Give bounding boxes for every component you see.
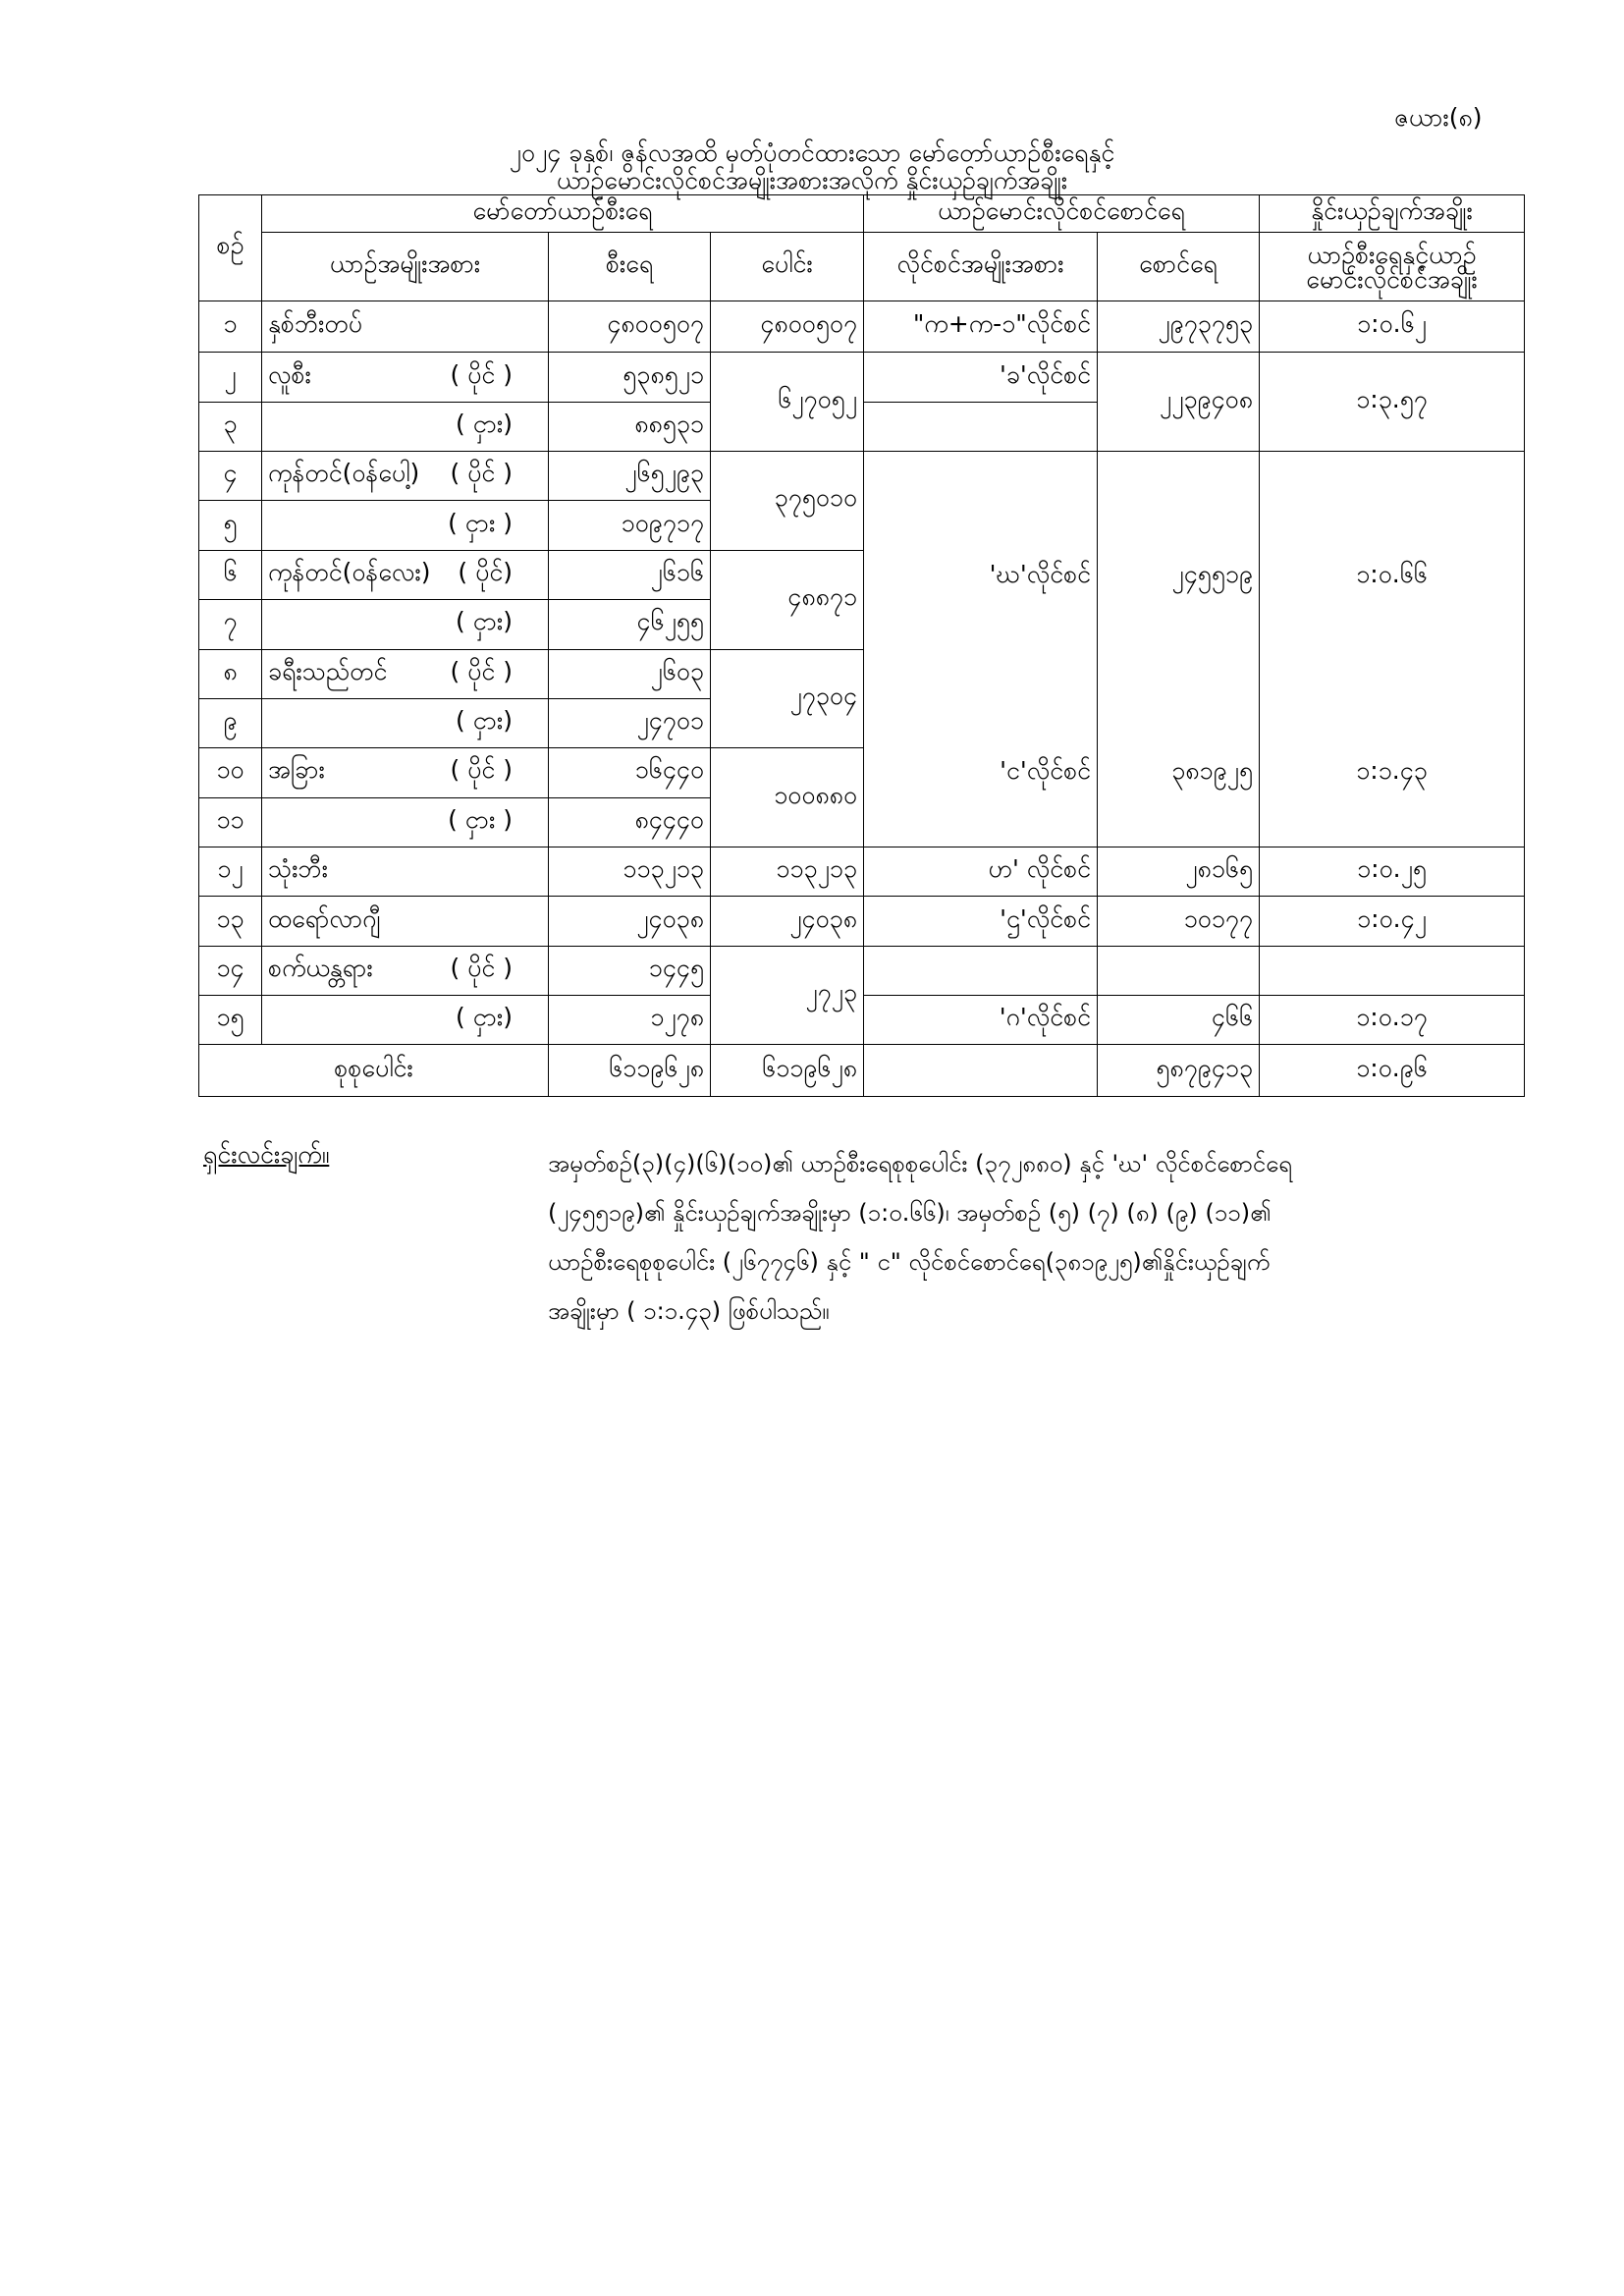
header-ratio-group: နှိုင်းယှဉ်ချက်အချိုး <box>1260 195 1525 233</box>
vehicle-total: ၂၇၃၀၄ <box>711 649 864 748</box>
ownership-unit: ( ငှား ) <box>448 508 513 537</box>
ratio: ၁:၃.၅၇ <box>1260 353 1525 452</box>
header-row-2 <box>199 233 1525 301</box>
comparison-table <box>198 194 1525 1097</box>
vehicle-type-cell <box>262 600 549 649</box>
license-count: ၁၀၁၇၇ <box>1098 897 1260 946</box>
table-row <box>199 452 1525 501</box>
vehicle-count: ၁၀၉၇၁၇ <box>549 501 711 550</box>
vehicle-count: ၄၆၂၅၅ <box>549 600 711 649</box>
row-number: ၂ <box>199 353 262 402</box>
notes-line: ယာဉ်စီးရေစုစုပေါင်း (၂၆၇၇၄၆) နှင့် " င" လိုင်စင်စောင်ရေ(၃၈၁၉၂၅)၏နှိုင်းယှဉ်ချက် <box>548 1248 1271 1276</box>
page-title: ၂၀၂၄ ခုနှစ်၊ ဇွန်လအထိ မှတ်ပုံတင်ထားသော မော်တော်ယာဉ်စီးရေနှင့် <box>509 138 1115 167</box>
ratio: ၁:၁.၄၃ <box>1356 756 1428 786</box>
vehicle-count: ၈၄၄၄၀ <box>549 797 711 847</box>
vehicle-count: ၅၃၈၅၂၁ <box>549 353 711 402</box>
table-row <box>199 353 1525 402</box>
grand-total-label: စုစုပေါင်း <box>199 1045 549 1097</box>
notes-line: (၂၄၅၅၁၉)၏ နှိုင်းယှဉ်ချက်အချိုးမှာ (၁:၀.၆၆)၊ အမှတ်စဉ် (၅) (၇) (၈) (၉) (၁၁)၏ <box>548 1199 1272 1227</box>
vehicle-count: ၁၁၃၂၁၃ <box>549 847 711 896</box>
table-row <box>199 946 1525 995</box>
notes-label: ရှင်းလင်းချက်။ <box>203 1140 330 1169</box>
ownership-unit: ( ပိုင် ) <box>450 459 513 488</box>
vehicle-total: ၃၇၅၀၁၀ <box>711 452 864 551</box>
vehicle-count: ၁၂၇၈ <box>549 996 711 1045</box>
vehicle-type-cell <box>262 946 549 995</box>
vehicle-type-cell <box>262 501 549 550</box>
license-count: ၂၂၃၉၄၀၈ <box>1098 353 1260 452</box>
vehicle-count: ၂၆၁၆ <box>549 550 711 599</box>
ratio <box>1260 946 1525 995</box>
vehicle-total: ၂၇၂၃ <box>711 946 864 1045</box>
vehicle-count: ၂၄၀၃၈ <box>549 897 711 946</box>
vehicle-type-cell <box>262 748 549 797</box>
header-vehicle-type: ယာဉ်အမျိုးအစား <box>262 233 549 301</box>
ratio: ၁:၀.၄၂ <box>1260 897 1525 946</box>
vehicle-type-cell <box>262 301 549 353</box>
grand-total-ratio: ၁:၀.၉၆ <box>1260 1045 1525 1097</box>
vehicle-type-cell <box>262 847 549 896</box>
vehicle-type: နှစ်ဘီးတပ် <box>268 309 362 339</box>
ratio: ၁:၀.၂၅ <box>1260 847 1525 896</box>
row-number: ၃ <box>199 402 262 451</box>
vehicle-type: ခရီးသည်တင် <box>268 656 388 685</box>
vehicle-type-cell <box>262 797 549 847</box>
row-number: ၁၁ <box>199 797 262 847</box>
notes-line: အချိုးမှာ ( ၁:၁.၄၃) ဖြစ်ပါသည်။ <box>548 1297 830 1325</box>
row-number: ၁၅ <box>199 996 262 1045</box>
ratio: ၁:၀.၆၆ <box>1356 560 1428 589</box>
vehicle-type-cell <box>262 353 549 402</box>
ownership-unit: ( ပိုင်) <box>458 557 513 586</box>
ratio: ၁:၀.၆၂ <box>1260 301 1525 353</box>
grand-total-total: ၆၁၁၉၆၂၈ <box>711 1045 864 1097</box>
vehicle-type-cell <box>262 550 549 599</box>
header-license-type: လိုင်စင်အမျိုးအစား <box>864 233 1098 301</box>
vehicle-type: ကုန်တင်(ဝန်ပေါ့) <box>268 459 420 488</box>
vehicle-type-cell <box>262 698 549 747</box>
page-subtitle: ယာဉ်မောင်းလိုင်စင်အမျိုးအစားအလိုက် နှိုင်းယှဉ်ချက်အချိုး <box>556 166 1068 194</box>
row-number: ၉ <box>199 698 262 747</box>
row-number: ၅ <box>199 501 262 550</box>
license-count-group <box>1098 452 1260 847</box>
ownership-unit: ( ငှား) <box>456 706 513 736</box>
ratio-group <box>1260 452 1525 847</box>
ownership-unit: ( ငှား) <box>456 1003 513 1032</box>
table-number: ဇယား(၈) <box>1394 103 1483 132</box>
vehicle-count: ၂၄၇၀၁ <box>549 698 711 747</box>
header-vehicle-group: မော်တော်ယာဉ်စီးရေ <box>262 195 864 233</box>
row-number: ၄ <box>199 452 262 501</box>
license-type: 'ဃ'လိုင်စင် <box>989 560 1092 589</box>
vehicle-type: အခြား <box>268 755 325 785</box>
vehicle-total: ၆၂၇၀၅၂ <box>711 353 864 452</box>
table-row <box>199 847 1525 896</box>
vehicle-count: ၂၆၅၂၉၃ <box>549 452 711 501</box>
header-license-group: ယာဉ်မောင်းလိုင်စင်စောင်ရေ <box>864 195 1260 233</box>
vehicle-count: ၈၈၅၃၁ <box>549 402 711 451</box>
header-vehicle-total: ပေါင်း <box>711 233 864 301</box>
row-number: ၁၂ <box>199 847 262 896</box>
vehicle-type: သုံးဘီး <box>268 854 328 884</box>
license-type: "က+က-၁"လိုင်စင် <box>864 301 1098 353</box>
vehicle-total: ၄၈၀၀၅၀၇ <box>711 301 864 353</box>
ratio: ၁:၀.၁၇ <box>1260 996 1525 1045</box>
row-number: ၁၃ <box>199 897 262 946</box>
header-serial: စဉ် <box>199 195 262 301</box>
ownership-unit: ( ပိုင် ) <box>450 953 513 982</box>
notes-line: အမှတ်စဉ်(၃)(၄)(၆)(၁၀)၏ ယာဉ်စီးရေစုစုပေါင်း (၃၇၂၈၈၀) နှင့် 'ဃ' လိုင်စင်စောင်ရေ <box>548 1150 1292 1177</box>
ownership-unit: ( ငှား) <box>456 607 513 636</box>
grand-total-row <box>199 1045 1525 1097</box>
vehicle-count: ၄၈၀၀၅၀၇ <box>549 301 711 353</box>
vehicle-type-cell <box>262 996 549 1045</box>
table-row <box>199 301 1525 353</box>
row-number: ၆ <box>199 550 262 599</box>
header-vehicle-count: စီးရေ <box>549 233 711 301</box>
vehicle-total: ၂၄၀၃၈ <box>711 897 864 946</box>
header-license-count: စောင်ရေ <box>1098 233 1260 301</box>
header-ratio <box>1260 233 1525 301</box>
license-count: ၂၉၇၃၇၅၃ <box>1098 301 1260 353</box>
grand-total-license-type <box>864 1045 1098 1097</box>
ownership-unit: ( ပိုင် ) <box>450 359 513 389</box>
vehicle-total: ၄၈၈၇၁ <box>711 550 864 649</box>
vehicle-count: ၁၄၄၅ <box>549 946 711 995</box>
row-number: ၁၄ <box>199 946 262 995</box>
license-count: ၂၄၅၅၁၉ <box>1171 560 1254 589</box>
row-number: ၁ <box>199 301 262 353</box>
grand-total-license-count: ၅၈၇၉၄၁၃ <box>1098 1045 1260 1097</box>
vehicle-type-cell <box>262 897 549 946</box>
row-number: ၁၀ <box>199 748 262 797</box>
vehicle-type: ထရော်လာဂျီ <box>268 903 381 933</box>
license-count: ၄၆၆ <box>1098 996 1260 1045</box>
vehicle-type-cell <box>262 402 549 451</box>
vehicle-type: စက်ယန္တရား <box>268 953 373 982</box>
header-ratio-line1: ယာဉ်စီးရေနှင့်ယာဉ် <box>1307 240 1477 269</box>
vehicle-count: ၁၆၄၄၀ <box>549 748 711 797</box>
license-count: ၂၈၁၆၅ <box>1098 847 1260 896</box>
license-type <box>864 946 1098 995</box>
license-type: ဟ' လိုင်စင် <box>864 847 1098 896</box>
notes-body <box>548 1139 1451 1336</box>
vehicle-count: ၂၆၀၃ <box>549 649 711 698</box>
ownership-unit: ( ပိုင် ) <box>450 755 513 785</box>
row-number: ၇ <box>199 600 262 649</box>
license-type: 'ခ'လိုင်စင် <box>864 353 1098 402</box>
ownership-unit: ( ပိုင် ) <box>450 656 513 685</box>
ownership-unit: ( ငှား ) <box>448 804 513 834</box>
row-number: ၈ <box>199 649 262 698</box>
license-count: ၃၈၁၉၂၅ <box>1171 756 1254 786</box>
header-ratio-line2: မောင်းလိုင်စင်အချိုး <box>1306 264 1478 294</box>
license-type <box>864 402 1098 451</box>
grand-total-count: ၆၁၁၉၆၂၈ <box>549 1045 711 1097</box>
vehicle-total: ၁၁၃၂၁၃ <box>711 847 864 896</box>
vehicle-total: ၁၀၀၈၈၀ <box>711 748 864 847</box>
vehicle-type: ကုန်တင်(ဝန်လေး) <box>268 557 431 586</box>
vehicle-type: လူစီး <box>268 359 311 389</box>
license-type: 'ဂ'လိုင်စင် <box>864 996 1098 1045</box>
header-row-1 <box>199 195 1525 233</box>
license-type: 'ဌ'လိုင်စင် <box>864 897 1098 946</box>
vehicle-type-cell <box>262 452 549 501</box>
license-count <box>1098 946 1260 995</box>
table-row <box>199 897 1525 946</box>
vehicle-type-cell <box>262 649 549 698</box>
license-type: 'င'လိုင်စင် <box>1000 756 1092 786</box>
ownership-unit: ( ငှား) <box>456 409 513 438</box>
license-type-group <box>864 452 1098 847</box>
